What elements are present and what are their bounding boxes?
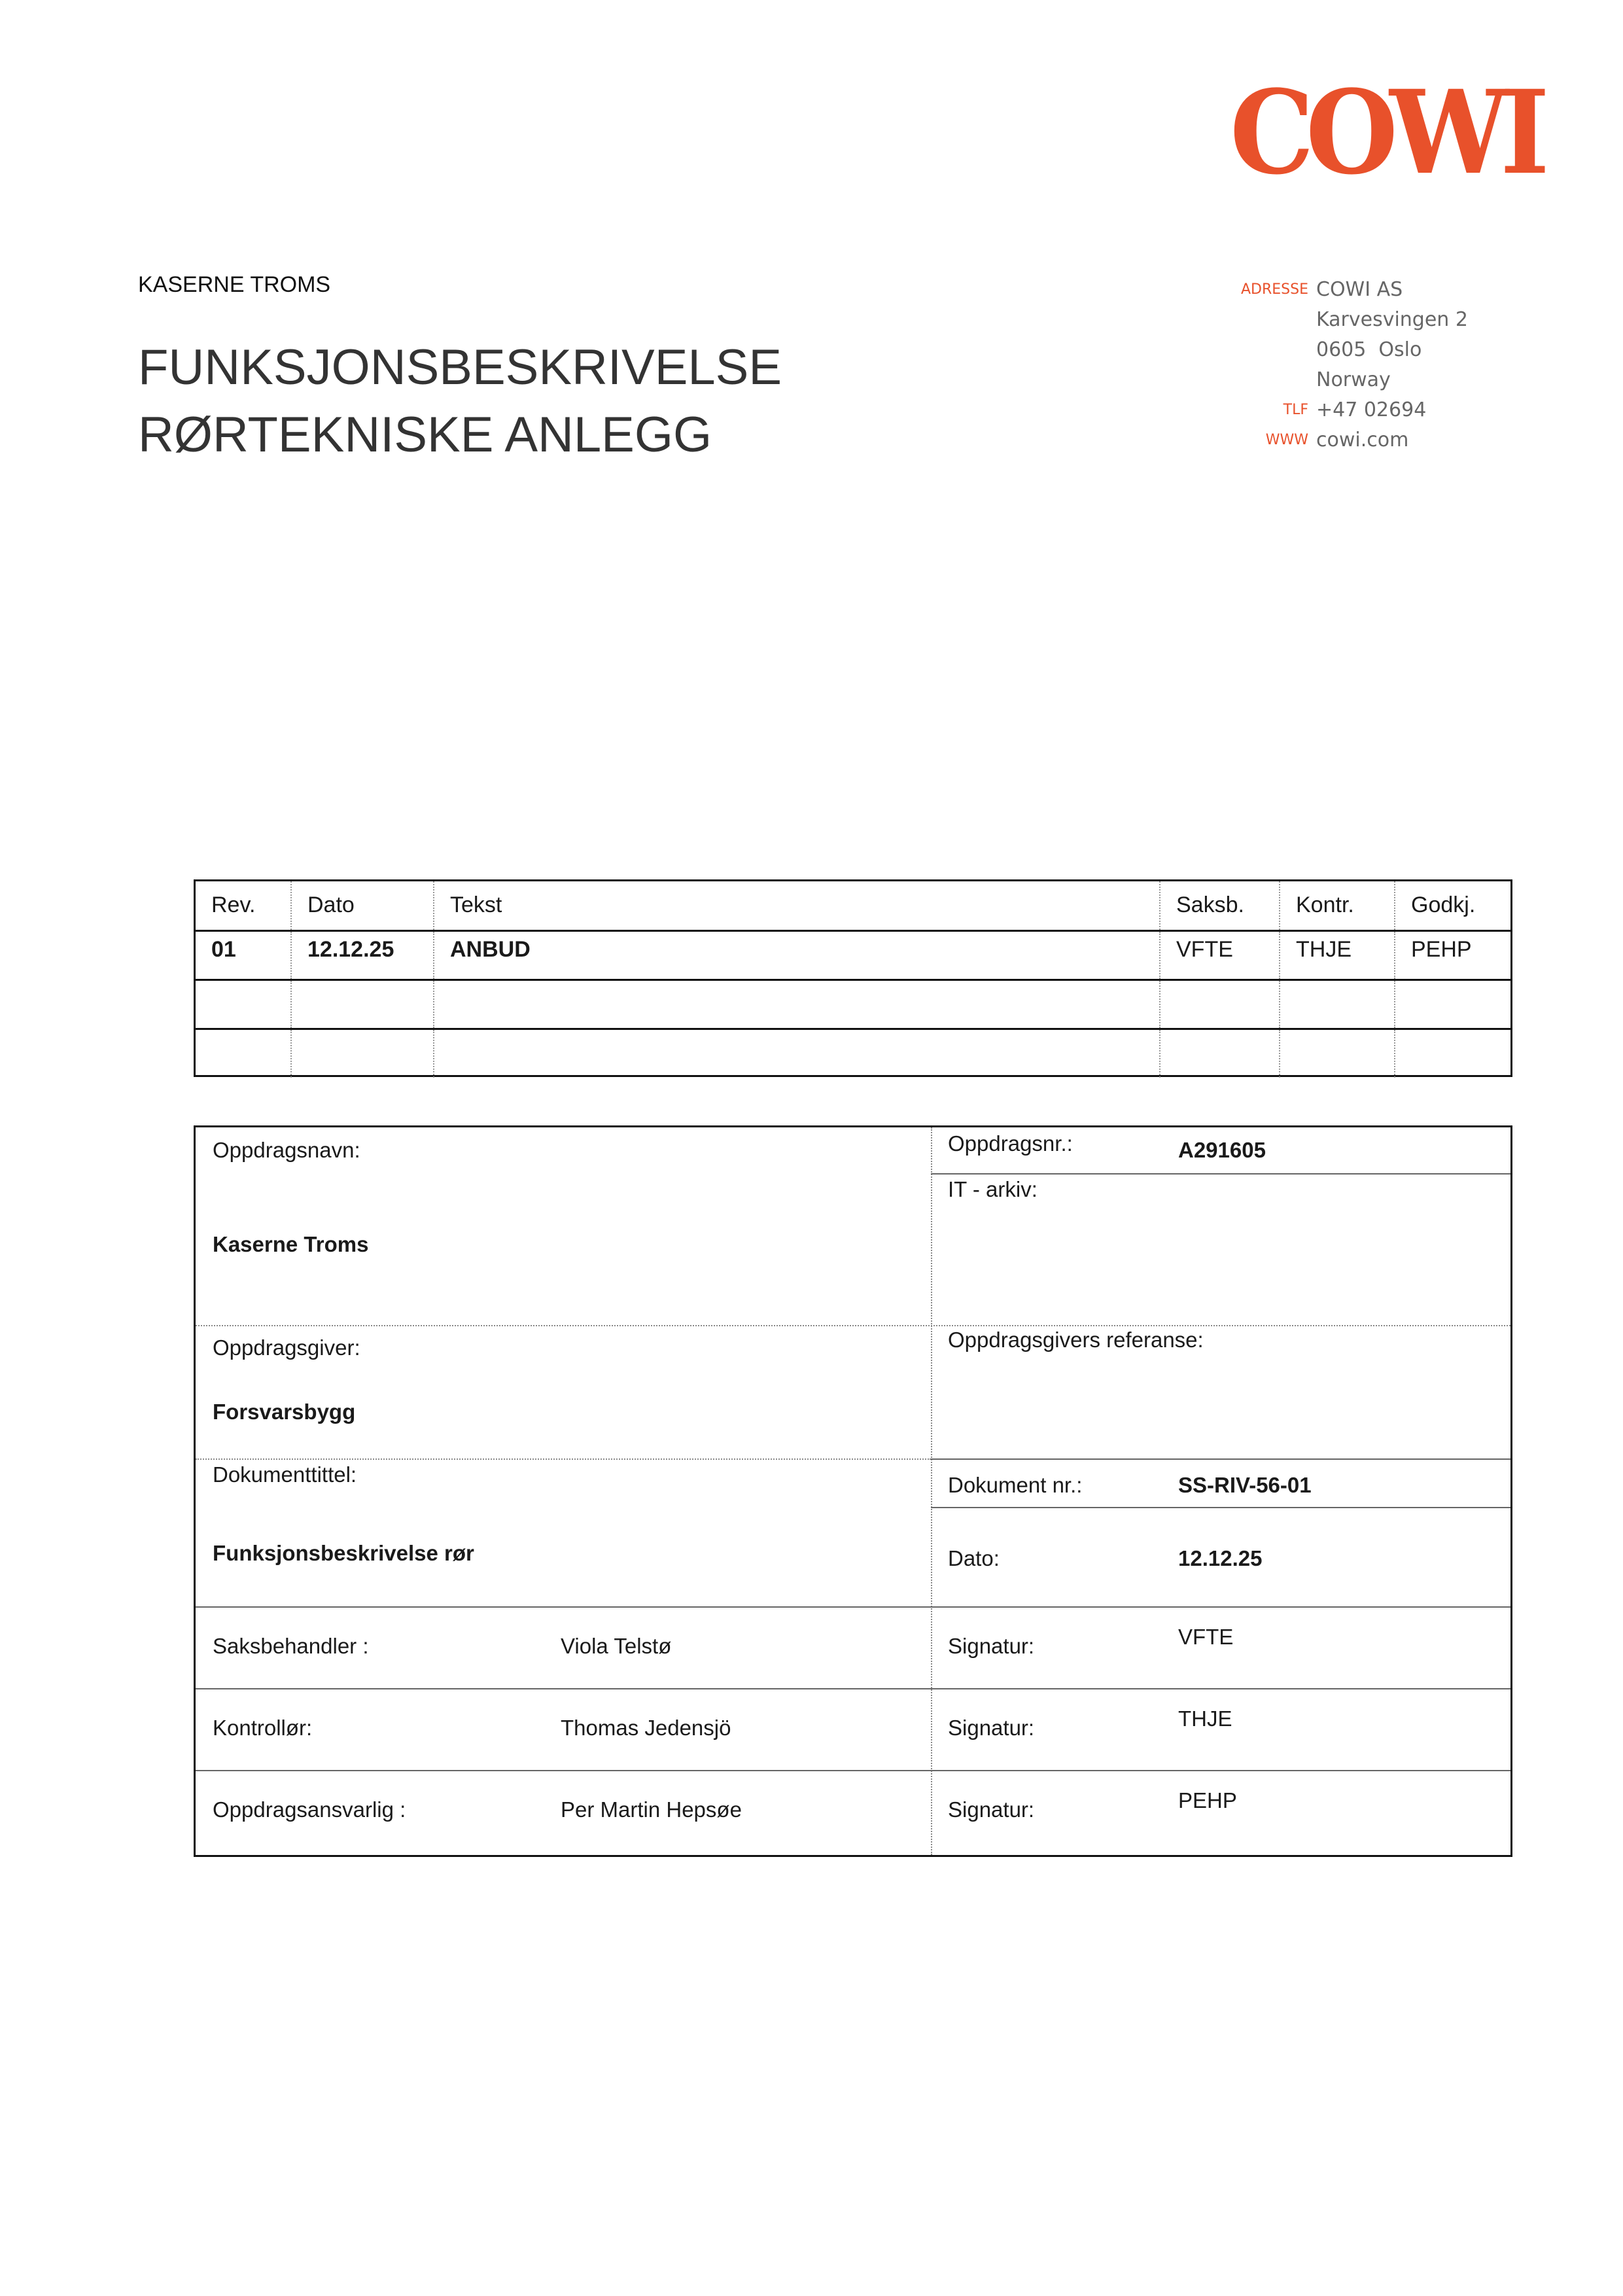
header-rev: Rev. [211,892,256,918]
web-label: WWW [1265,432,1308,448]
dokument-nr-value: SS-RIV-56-01 [1178,1473,1312,1497]
tekst-cell [434,1029,1160,1078]
country: Norway [1316,368,1391,391]
website[interactable]: cowi.com [1316,429,1409,451]
signatur-value-3: PEHP [1178,1788,1237,1812]
oppdragsansvarlig-value: Per Martin Hepsøe [561,1797,742,1822]
revision-header-row [196,881,1510,930]
phone-label: TLF [1283,402,1308,418]
document-title-line-2: RØRTEKNISKE ANLEGG [138,407,712,463]
postal-address: 0605 Oslo [1316,338,1422,361]
row-divider [196,1458,931,1460]
oppdragsnavn-label: Oppdragsnavn: [213,1138,360,1162]
godkj-cell [1395,1029,1510,1078]
document-title [138,334,782,468]
revision-table [194,879,1512,1077]
oppdragsgiver-label: Oppdragsgiver: [213,1335,360,1360]
oppdragsnr-value: A291605 [1178,1138,1266,1162]
oppdragsgiver-value: Forsvarsbygg [213,1400,356,1424]
address-block [1222,275,1468,455]
saksbehandler-value: Viola Telstø [561,1634,672,1658]
tekst-cell: ANBUD [434,930,1160,980]
signatur-value-1: VFTE [1178,1625,1234,1649]
signatur-value-2: THJE [1178,1706,1232,1731]
kontrollor-value: Thomas Jedensjö [561,1716,731,1740]
godkj-cell: PEHP [1395,930,1510,980]
signatur-label-1: Signatur: [948,1634,1035,1658]
oppdragsnr-label: Oppdragsnr.: [948,1131,1073,1156]
kontr-cell: THJE [1280,930,1395,980]
signatur-label-2: Signatur: [948,1716,1035,1740]
row-divider [931,1173,1510,1174]
oppdragsnavn-value: Kaserne Troms [213,1232,369,1256]
row-divider [196,1688,1510,1689]
saksb-cell [1160,980,1280,1029]
table-row [196,980,1510,1029]
header-kontr: Kontr. [1280,881,1395,930]
header-saksb: Saksb. [1160,881,1280,930]
kontrollor-label: Kontrollør: [213,1716,313,1740]
dato-cell [291,1029,434,1078]
saksbehandler-label: Saksbehandler : [213,1634,369,1658]
street-address: Karvesvingen 2 [1316,308,1468,331]
kontr-cell [1280,980,1395,1029]
signatur-label-3: Signatur: [948,1797,1035,1822]
phone-number: +47 02694 [1316,398,1427,421]
rev-cell [196,1029,291,1078]
dokumenttittel-label: Dokumenttittel: [213,1462,357,1487]
header-godkj: Godkj. [1395,881,1510,930]
it-arkiv-label: IT - arkiv: [948,1177,1038,1201]
address-label: ADRESSE [1240,281,1308,298]
row-divider [196,1325,1510,1326]
rev-cell [196,980,291,1029]
oppdragsgivers-referanse-label: Oppdragsgivers referanse: [948,1328,1204,1352]
project-info-table [194,1125,1512,1857]
dato-value: 12.12.25 [1178,1546,1263,1570]
saksb-cell: VFTE [1160,930,1280,980]
project-name-header: KASERNE TROMS [138,272,331,297]
header-dato: Dato [291,881,434,930]
table-row [196,1029,1510,1078]
document-title-line-1: FUNKSJONSBESKRIVELSE [138,340,782,395]
cowi-logo: COWI [1230,65,1541,200]
row-divider [196,1606,1510,1608]
rev-cell: 01 [211,936,236,962]
column-divider [931,1127,932,1855]
tekst-cell [434,980,1160,1029]
godkj-cell [1395,980,1510,1029]
kontr-cell [1280,1029,1395,1078]
row-divider [196,1770,1510,1771]
saksb-cell [1160,1029,1280,1078]
row-divider [931,1458,1510,1460]
dato-cell [291,980,434,1029]
dato-label: Dato: [948,1546,1000,1570]
dokumenttittel-value: Funksjonsbeskrivelse rør [213,1541,474,1565]
row-divider [931,1507,1510,1508]
dokument-nr-label: Dokument nr.: [948,1473,1083,1497]
oppdragsansvarlig-label: Oppdragsansvarlig : [213,1797,406,1822]
header-tekst: Tekst [434,881,1160,930]
dato-cell: 12.12.25 [291,930,434,980]
table-row [196,930,1510,980]
company-name: COWI AS [1316,278,1403,301]
